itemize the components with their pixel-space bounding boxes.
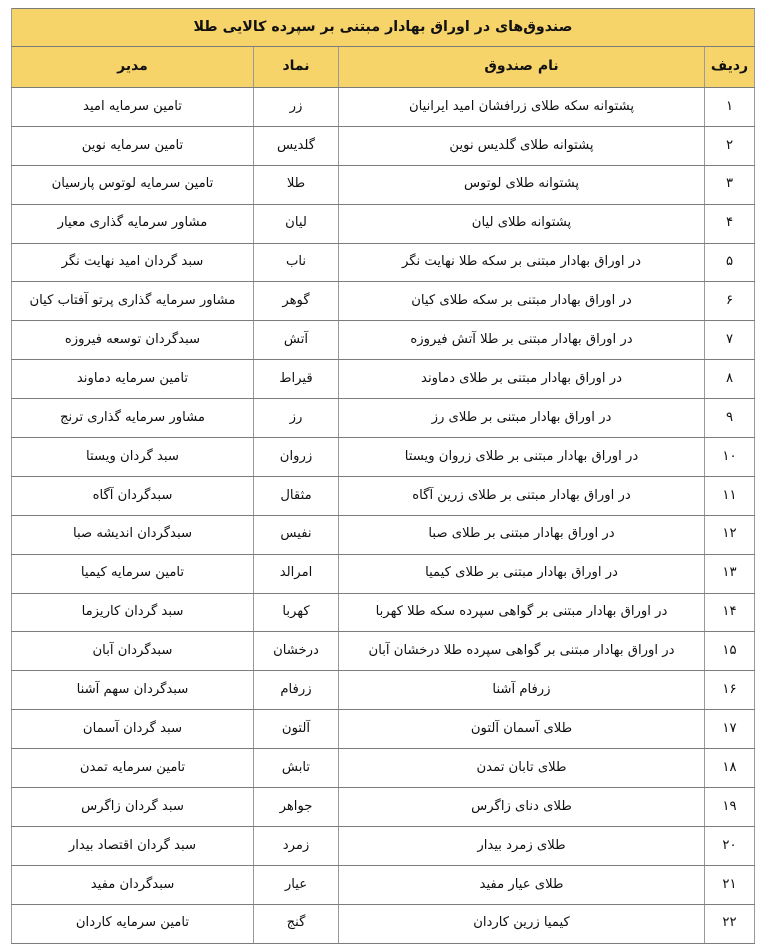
table-row	[11, 126, 754, 165]
cell-radif: ۱۳	[705, 554, 755, 593]
table-row	[11, 788, 754, 827]
cell-radif: ۷	[705, 321, 755, 360]
cell-symbol: قیراط	[254, 360, 339, 399]
table-row	[11, 204, 754, 243]
table-row	[11, 438, 754, 477]
cell-manager: تامین سرمایه کیمیا	[11, 554, 253, 593]
column-header-radif: ردیف	[705, 47, 755, 88]
cell-symbol: تابش	[254, 749, 339, 788]
table-row	[11, 321, 754, 360]
cell-fund-name: پشتوانه سکه طلای زرافشان امید ایرانیان	[339, 88, 705, 127]
cell-symbol: امرالد	[254, 554, 339, 593]
cell-fund-name: در اوراق بهادار مبتنی بر طلای زروان ویستا	[339, 438, 705, 477]
cell-radif: ۸	[705, 360, 755, 399]
cell-radif: ۳	[705, 165, 755, 204]
cell-manager: تامین سرمایه لوتوس پارسیان	[11, 165, 253, 204]
cell-fund-name: در اوراق بهادار مبتنی بر طلای دماوند	[339, 360, 705, 399]
cell-radif: ۱۲	[705, 515, 755, 554]
cell-manager: سبد گردان ویستا	[11, 438, 253, 477]
cell-manager: مشاور سرمایه گذاری پرتو آفتاب کیان	[11, 282, 253, 321]
cell-radif: ۹	[705, 399, 755, 438]
cell-manager: سبدگردان توسعه فیروزه	[11, 321, 253, 360]
cell-symbol: آتش	[254, 321, 339, 360]
cell-radif: ۱۵	[705, 632, 755, 671]
cell-symbol: عیار	[254, 865, 339, 904]
table-row	[11, 593, 754, 632]
cell-manager: سبد گردان آسمان	[11, 710, 253, 749]
cell-symbol: نفیس	[254, 515, 339, 554]
cell-manager: سبدگردان سهم آشنا	[11, 671, 253, 710]
table-row	[11, 515, 754, 554]
cell-radif: ۱۸	[705, 749, 755, 788]
cell-fund-name: طلای دنای زاگرس	[339, 788, 705, 827]
cell-fund-name: پشتوانه طلای لیان	[339, 204, 705, 243]
cell-fund-name: پشتوانه طلای گلدیس نوین	[339, 126, 705, 165]
cell-radif: ۲	[705, 126, 755, 165]
cell-symbol: رز	[254, 399, 339, 438]
table-header-row	[11, 47, 754, 88]
table-row	[11, 476, 754, 515]
cell-radif: ۲۲	[705, 904, 755, 943]
cell-fund-name: در اوراق بهادار مبتنی بر سکه طلا نهایت نگر	[339, 243, 705, 282]
cell-manager: تامین سرمایه نوین	[11, 126, 253, 165]
cell-symbol: گلدیس	[254, 126, 339, 165]
cell-fund-name: در اوراق بهادار مبتنی بر گواهی سپرده طلا درخشان آبان	[339, 632, 705, 671]
cell-radif: ۱۶	[705, 671, 755, 710]
table-title: صندوق‌های در اوراق بهادار مبتنی بر سپرده کالایی طلا	[11, 9, 754, 47]
cell-radif: ۱۷	[705, 710, 755, 749]
cell-symbol: درخشان	[254, 632, 339, 671]
table-row	[11, 671, 754, 710]
cell-symbol: مثقال	[254, 476, 339, 515]
column-header-fund-name: نام صندوق	[339, 47, 705, 88]
table-head	[11, 9, 754, 88]
cell-symbol: زر	[254, 88, 339, 127]
cell-manager: تامین سرمایه تمدن	[11, 749, 253, 788]
gold-funds-table	[11, 8, 755, 944]
column-header-symbol: نماد	[254, 47, 339, 88]
cell-radif: ۱۰	[705, 438, 755, 477]
cell-fund-name: کیمیا زرین کاردان	[339, 904, 705, 943]
cell-manager: سبدگردان مفید	[11, 865, 253, 904]
cell-manager: تامین سرمایه امید	[11, 88, 253, 127]
cell-manager: سبد گردان اقتصاد بیدار	[11, 826, 253, 865]
cell-manager: تامین سرمایه کاردان	[11, 904, 253, 943]
cell-manager: سبدگردان اندیشه صبا	[11, 515, 253, 554]
cell-fund-name: در اوراق بهادار مبتنی بر طلای رز	[339, 399, 705, 438]
cell-manager: تامین سرمایه دماوند	[11, 360, 253, 399]
cell-symbol: زرفام	[254, 671, 339, 710]
cell-symbol: زروان	[254, 438, 339, 477]
table-body	[11, 88, 754, 944]
cell-symbol: زمرد	[254, 826, 339, 865]
column-header-manager: مدیر	[11, 47, 253, 88]
cell-manager: سبد گردان کاریزما	[11, 593, 253, 632]
cell-symbol: لیان	[254, 204, 339, 243]
cell-radif: ۱	[705, 88, 755, 127]
table-row	[11, 632, 754, 671]
cell-radif: ۶	[705, 282, 755, 321]
cell-radif: ۲۱	[705, 865, 755, 904]
cell-radif: ۱۱	[705, 476, 755, 515]
table-row	[11, 243, 754, 282]
cell-fund-name: در اوراق بهادار مبتنی بر سکه طلای کیان	[339, 282, 705, 321]
table-row	[11, 749, 754, 788]
cell-manager: سبدگردان آگاه	[11, 476, 253, 515]
cell-fund-name: پشتوانه طلای لوتوس	[339, 165, 705, 204]
cell-symbol: ناب	[254, 243, 339, 282]
cell-manager: سبد گردان امید نهایت نگر	[11, 243, 253, 282]
table-row	[11, 865, 754, 904]
cell-fund-name: در اوراق بهادار مبتنی بر طلای زرین آگاه	[339, 476, 705, 515]
cell-fund-name: در اوراق بهادار مبتنی بر طلا آتش فیروزه	[339, 321, 705, 360]
cell-manager: مشاور سرمایه گذاری ترنج	[11, 399, 253, 438]
cell-fund-name: در اوراق بهادار مبتنی بر طلای کیمیا	[339, 554, 705, 593]
table-row	[11, 360, 754, 399]
cell-manager: مشاور سرمایه گذاری معیار	[11, 204, 253, 243]
cell-fund-name: طلای تابان تمدن	[339, 749, 705, 788]
cell-symbol: جواهر	[254, 788, 339, 827]
table-row	[11, 826, 754, 865]
table-row	[11, 399, 754, 438]
cell-fund-name: زرفام آشنا	[339, 671, 705, 710]
cell-symbol: کهربا	[254, 593, 339, 632]
table-row	[11, 165, 754, 204]
cell-fund-name: طلای آسمان آلتون	[339, 710, 705, 749]
table-title-row	[11, 9, 754, 47]
cell-symbol: آلتون	[254, 710, 339, 749]
cell-symbol: طلا	[254, 165, 339, 204]
cell-fund-name: طلای زمرد بیدار	[339, 826, 705, 865]
table-row	[11, 710, 754, 749]
table-row	[11, 554, 754, 593]
cell-fund-name: طلای عیار مفید	[339, 865, 705, 904]
cell-symbol: گوهر	[254, 282, 339, 321]
cell-radif: ۲۰	[705, 826, 755, 865]
cell-manager: سبدگردان آبان	[11, 632, 253, 671]
cell-fund-name: در اوراق بهادار مبتنی بر گواهی سپرده سکه طلا کهربا	[339, 593, 705, 632]
cell-manager: سبد گردان زاگرس	[11, 788, 253, 827]
table-row	[11, 88, 754, 127]
cell-radif: ۱۹	[705, 788, 755, 827]
cell-radif: ۱۴	[705, 593, 755, 632]
table-row	[11, 282, 754, 321]
cell-fund-name: در اوراق بهادار مبتنی بر طلای صبا	[339, 515, 705, 554]
cell-radif: ۴	[705, 204, 755, 243]
cell-radif: ۵	[705, 243, 755, 282]
cell-symbol: گنج	[254, 904, 339, 943]
